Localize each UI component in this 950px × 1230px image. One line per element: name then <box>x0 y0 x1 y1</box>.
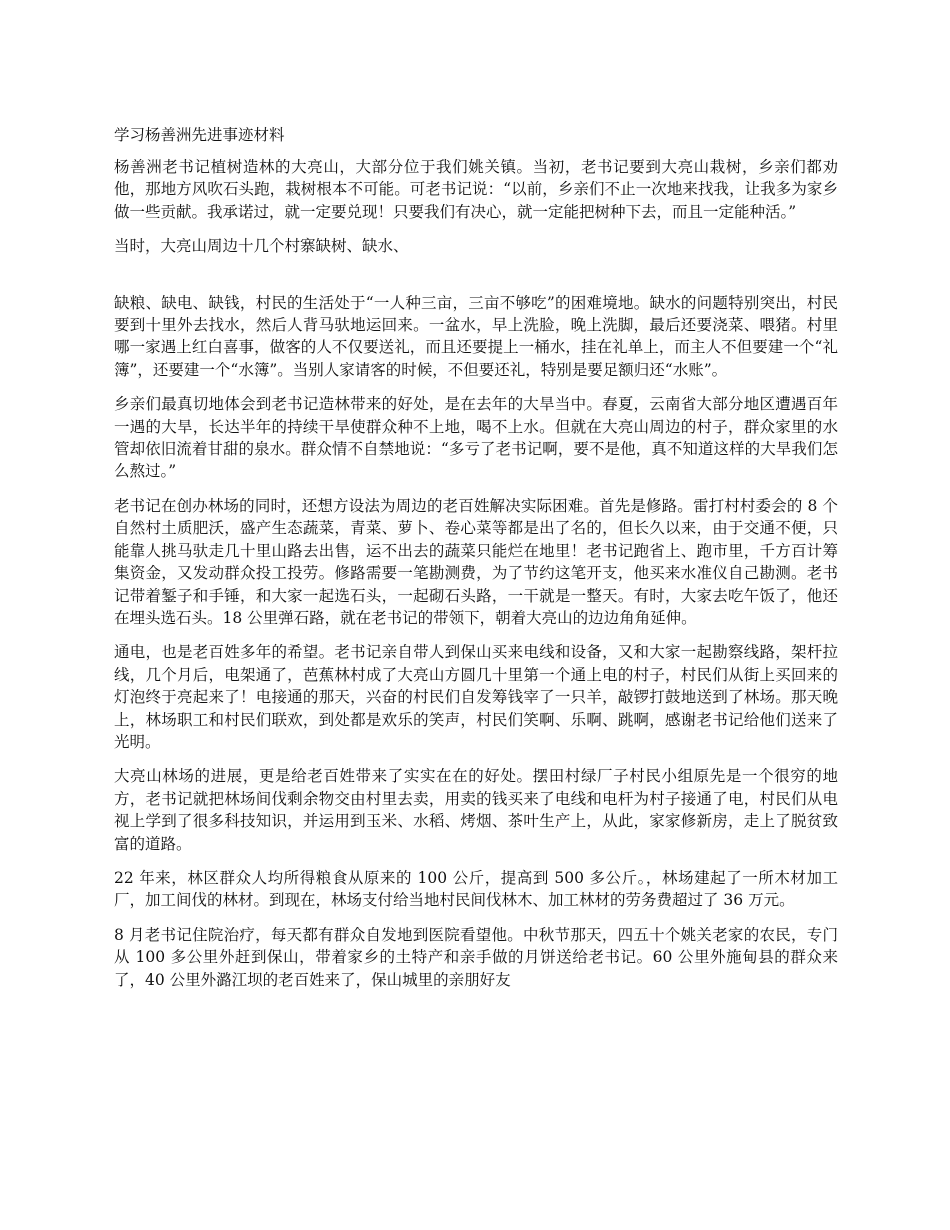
paragraph-2: 当时，大亮山周边十几个村寨缺树、缺水、 <box>114 237 409 256</box>
paragraph-8: 22 年来，林区群众人均所得粮食从原来的 100 公斤，提高到 500 多公斤。，林场建起了一所木材加工厂，加工间伐的林材。到现在，林场支付给当地村民间伐林木、加工林材的劳务费超过了 36 万元。 <box>114 868 838 910</box>
paragraph-5: 老书记在创办林场的同时，还想方设法为周边的老百姓解决实际困难。首先是修路。雷打村村委会的 8 个自然村土质肥沃，盛产生态蔬菜，青菜、萝卜、卷心菜等都是出了名的，但长久以来，由于交通不便，只能靠人挑马驮走几十里山路去出售，运不出去的蔬菜只能烂在地里！老书记跑省上、跑市里，千方百计筹集资金，又发动群众投工投劳。修路需要一笔勘测费，为了节约这笔开支，他买来水准仪自己勘测。老书记带着錾子和手锤，和大家一起选石头，一起砌石头路，一干就是一整天。有时，大家去吃午饭了，他还在埋头选石头。18 公里弹石路，就在老书记的带领下，朝着大亮山的边边角角延伸。 <box>114 496 838 627</box>
paragraph-6: 通电，也是老百姓多年的希望。老书记亲自带人到保山买来电线和设备，又和大家一起勘察线路，架杆拉线，几个月后，电架通了，芭蕉林村成了大亮山方圆几十里第一个通上电的村子，村民们从街上买回来的灯泡终于亮起来了！电接通的那天，兴奋的村民们自发筹钱宰了一只羊，敲锣打鼓地送到了林场。那天晚上，林场职工和村民们联欢，到处都是欢乐的笑声，村民们笑啊、乐啊、跳啊，感谢老书记给他们送来了光明。 <box>114 643 838 751</box>
document-page <box>114 124 838 1003</box>
paragraph-4: 乡亲们最真切地体会到老书记造林带来的好处，是在去年的大旱当中。春夏，云南省大部分地区遭遇百年一遇的大旱，长达半年的持续干旱使群众种不上地，喝不上水。但就在大亮山周边的村子，群众家里的水管却依旧流着甘甜的泉水。群众情不自禁地说：“多亏了老书记啊，要不是他，真不知道这样的大旱我们怎么熬过。” <box>114 395 838 481</box>
paragraph-7: 大亮山林场的进展，更是给老百姓带来了实实在在的好处。摆田村绿厂子村民小组原先是一个很穷的地方，老书记就把林场间伐剩余物交由村里去卖，用卖的钱买来了电线和电杆为村子接通了电，村民们从电视上学到了很多科技知识，并运用到玉米、水稻、烤烟、茶叶生产上，从此，家家修新房，走上了脱贫致富的道路。 <box>114 767 838 853</box>
paragraph-1: 杨善洲老书记植树造林的大亮山，大部分位于我们姚关镇。当初，老书记要到大亮山栽树，乡亲们都劝他，那地方风吹石头跑，栽树根本不可能。可老书记说：“以前，乡亲们不止一次地来找我，让我多为家乡做一些贡献。我承诺过，就一定要兑现！只要我们有决心，就一定能把树种下去，而且一定能种活。” <box>114 158 838 221</box>
paragraph-9: 8 月老书记住院治疗，每天都有群众自发地到医院看望他。中秋节那天，四五十个姚关老家的农民，专门从 100 多公里外赶到保山，带着家乡的土特产和亲手做的月饼送给老书记。60 公里外施甸县的群众来了，40 公里外潞江坝的老百姓来了，保山城里的亲朋好友 <box>114 925 838 989</box>
paragraph-3: 缺粮、缺电、缺钱，村民的生活处于“一人种三亩，三亩不够吃”的困难境地。缺水的问题特别突出，村民要到十里外去找水，然后人背马驮地运回来。一盆水，早上洗脸，晚上洗脚，最后还要浇菜、喂猪。村里哪一家遇上红白喜事，做客的人不仅要送礼，而且还要提上一桶水，挂在礼单上，而主人不但要建一个“礼簿”，还要建一个“水簿”。当别人家请客的时候，不但要还礼，特别是要足额归还“水账”。 <box>114 293 838 379</box>
document-title: 学习杨善洲先进事迹材料 <box>114 126 285 144</box>
